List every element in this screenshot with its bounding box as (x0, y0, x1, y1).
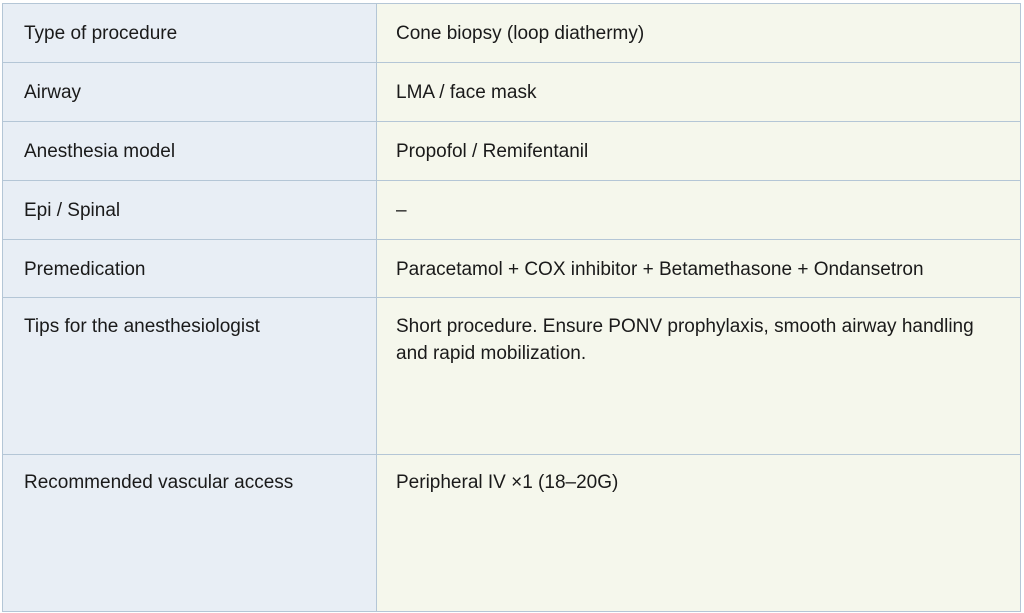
row-value-cell (377, 181, 1021, 240)
row-value-cell (377, 240, 1021, 298)
row-label-cell (3, 122, 377, 181)
row-value: Propofol / Remifentanil (396, 141, 589, 162)
row-value-cell (377, 63, 1021, 122)
row-value: Cone biopsy (loop diathermy) (396, 23, 645, 44)
row-label: Type of procedure (24, 23, 178, 44)
row-value: – (396, 200, 407, 221)
table-row-premedication (3, 240, 1021, 298)
row-label: Anesthesia model (24, 141, 176, 162)
row-label-cell (3, 298, 377, 455)
row-label: Tips for the anesthesiologist (24, 316, 260, 337)
table-row-anesthesia-model (3, 122, 1021, 181)
row-label: Epi / Spinal (24, 200, 121, 221)
table-row-airway (3, 63, 1021, 122)
procedure-info-table (2, 3, 1021, 612)
row-value-cell (377, 4, 1021, 63)
row-value-cell (377, 298, 1021, 455)
row-value: LMA / face mask (396, 82, 537, 103)
table-row-tips (3, 298, 1021, 455)
row-label: Premedication (24, 259, 146, 280)
table-row-type-of-procedure (3, 4, 1021, 63)
row-value: Peripheral IV ×1 (18–20G) (396, 472, 619, 493)
row-label: Airway (24, 82, 82, 103)
row-label-cell (3, 240, 377, 298)
table-row-epi-spinal (3, 181, 1021, 240)
row-label-cell (3, 4, 377, 63)
row-value: Paracetamol + COX inhibitor + Betamethasone + Ondansetron (396, 259, 924, 280)
row-value: Short procedure. Ensure PONV prophylaxis, smooth airway handling and rapid mobilization. (396, 316, 974, 364)
row-value-cell (377, 122, 1021, 181)
row-value-cell (377, 455, 1021, 612)
row-label-cell (3, 455, 377, 612)
row-label: Recommended vascular access (24, 472, 294, 493)
table-row-vascular-access (3, 455, 1021, 612)
row-label-cell (3, 63, 377, 122)
row-label-cell (3, 181, 377, 240)
